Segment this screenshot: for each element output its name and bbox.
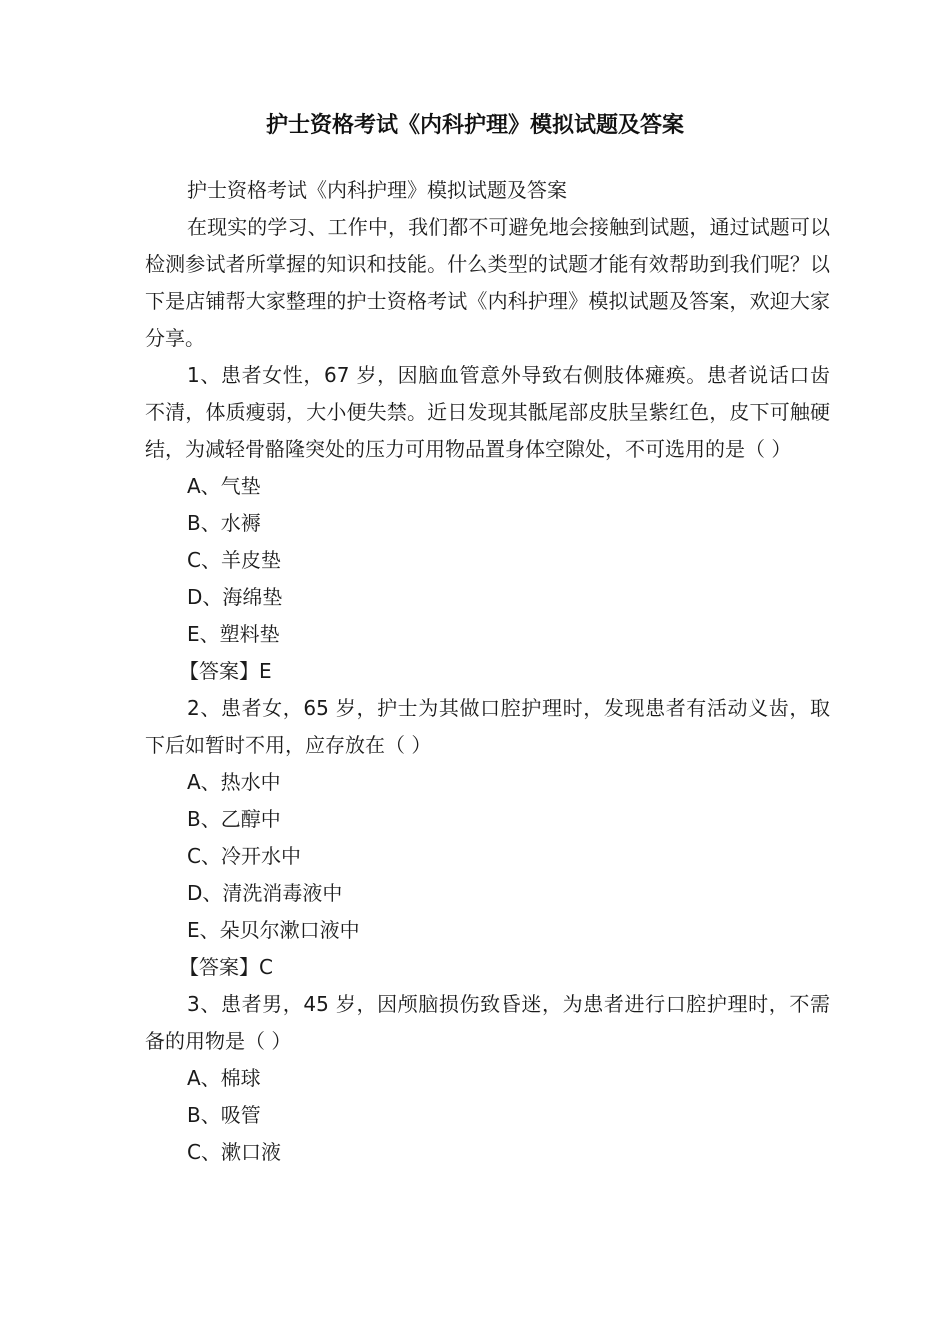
document-body bbox=[145, 172, 830, 1171]
question-1-answer: 【答案】E bbox=[179, 659, 272, 683]
question-3-stem: 3、患者男，45 岁，因颅脑损伤致昏迷，为患者进行口腔护理时，不需备的用物是（ ） bbox=[145, 992, 830, 1053]
question-1-option-c: C、羊皮垫 bbox=[187, 548, 281, 572]
question-2-option-e: E、朵贝尔漱口液中 bbox=[187, 918, 360, 942]
question-2-option-a: A、热水中 bbox=[187, 770, 281, 794]
question-2-option-c: C、冷开水中 bbox=[187, 844, 301, 868]
question-1-option-b: B、水褥 bbox=[187, 511, 261, 535]
question-1-option-d: D、海绵垫 bbox=[187, 585, 283, 609]
question-2-stem: 2、患者女，65 岁，护士为其做口腔护理时，发现患者有活动义齿，取下后如暂时不用，应存放在（ ） bbox=[145, 696, 830, 757]
question-3-option-a: A、棉球 bbox=[187, 1066, 261, 1090]
question-3-option-c: C、漱口液 bbox=[187, 1140, 281, 1164]
intro-paragraph: 在现实的学习、工作中，我们都不可避免地会接触到试题，通过试题可以检测参试者所掌握的知识和技能。什么类型的试题才能有效帮助到我们呢？以下是店铺帮大家整理的护士资格考试《内科护理》模拟试题及答案，欢迎大家分享。 bbox=[145, 215, 830, 350]
question-2-answer: 【答案】C bbox=[179, 955, 273, 979]
question-2-option-b: B、乙醇中 bbox=[187, 807, 281, 831]
question-1-option-a: A、气垫 bbox=[187, 474, 261, 498]
question-1-option-e: E、塑料垫 bbox=[187, 622, 280, 646]
document-title: 护士资格考试《内科护理》模拟试题及答案 bbox=[265, 113, 684, 138]
question-1-stem: 1、患者女性，67 岁，因脑血管意外导致右侧肢体瘫痪。患者说话口齿不清，体质瘦弱，大小便失禁。近日发现其骶尾部皮肤呈紫红色，皮下可触硬结，为减轻骨骼隆突处的压力可用物品置身体空隙处，不可选用的是（ ） bbox=[145, 363, 830, 461]
subtitle-paragraph: 护士资格考试《内科护理》模拟试题及答案 bbox=[187, 178, 567, 202]
question-2-option-d: D、清洗消毒液中 bbox=[187, 881, 343, 905]
question-3-option-b: B、吸管 bbox=[187, 1103, 261, 1127]
